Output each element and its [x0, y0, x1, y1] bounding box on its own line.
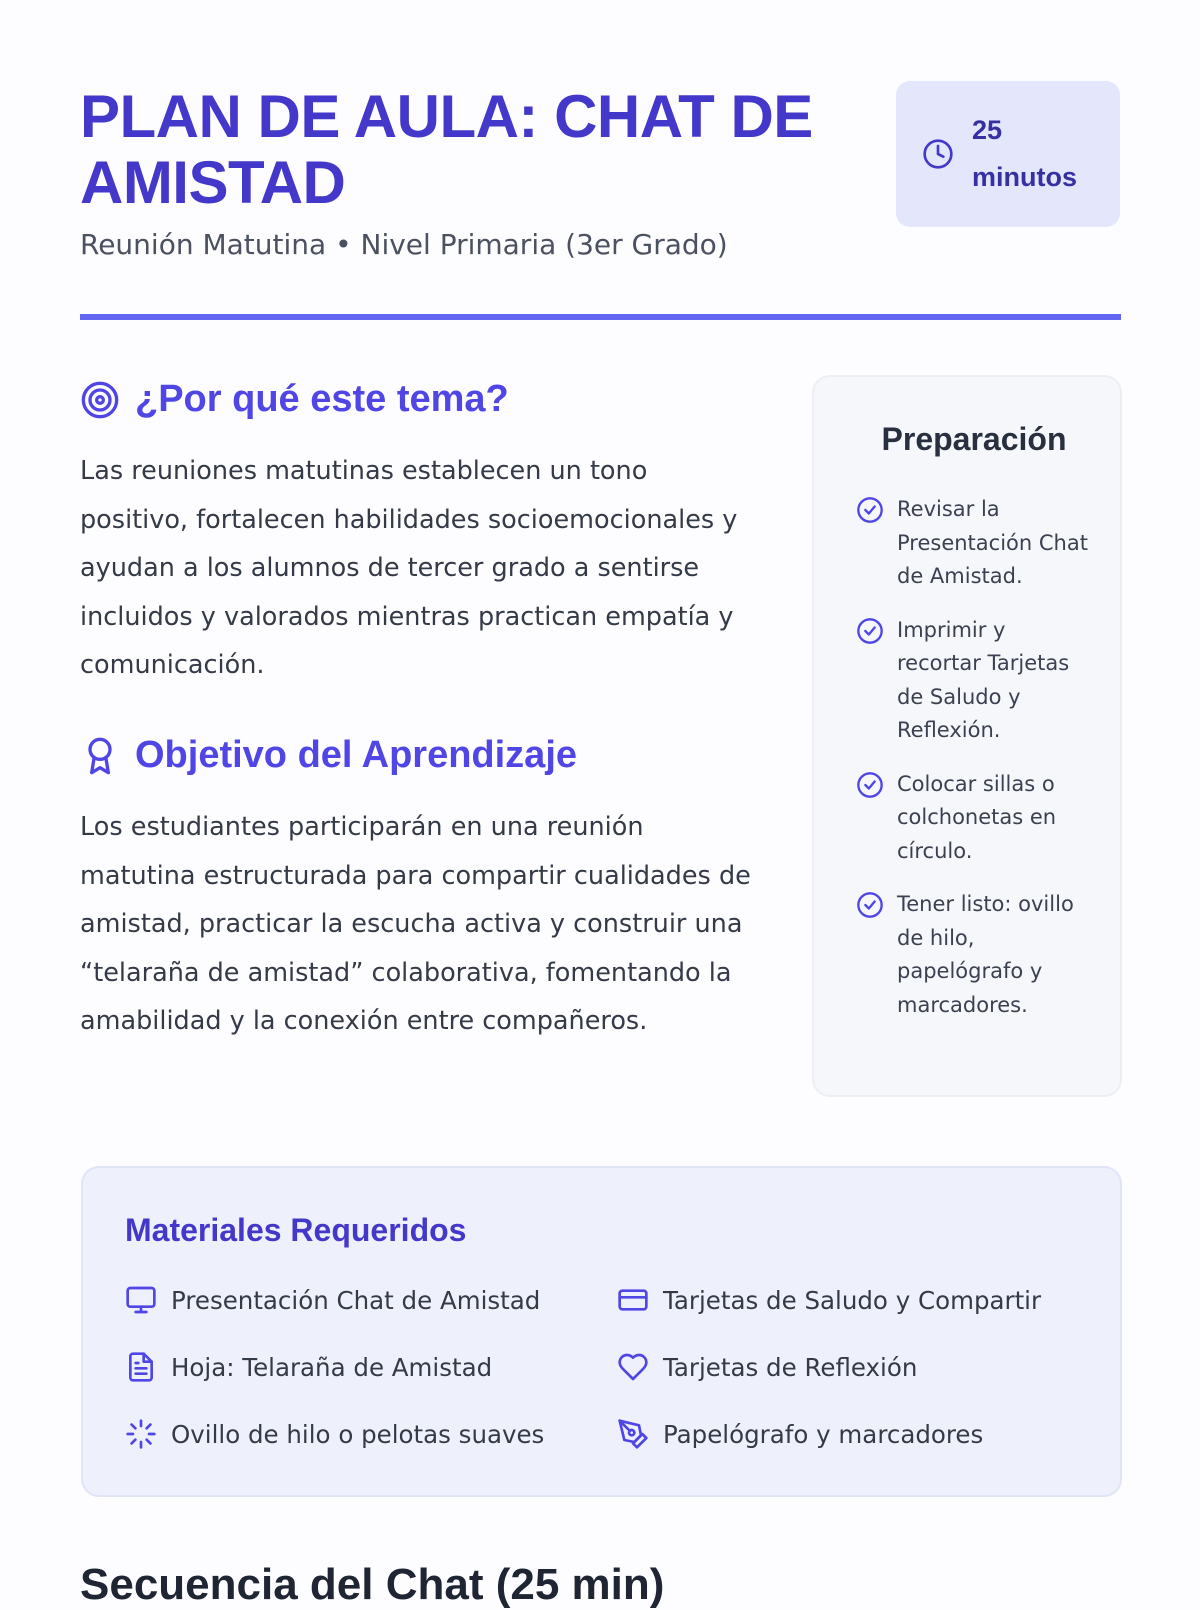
- preparation-item: [856, 768, 1096, 869]
- document-icon: [125, 1351, 157, 1383]
- materials-title: Materiales Requeridos: [125, 1212, 467, 1248]
- sequence-title: Secuencia del Chat (25 min): [80, 1560, 665, 1609]
- objective-heading: [80, 734, 577, 777]
- material-label: Tarjetas de Reflexión: [663, 1352, 918, 1382]
- material-label: Presentación Chat de Amistad: [171, 1285, 541, 1315]
- preparation-list: [856, 493, 1096, 1042]
- preparation-item-text: Tener listo: ovillo de hilo, papelógrafo y marcadores.: [897, 892, 1074, 1017]
- preparation-item-text: Colocar sillas o colchonetas en círculo.: [897, 771, 1057, 863]
- why-heading: [80, 378, 509, 421]
- loader-icon: [125, 1418, 157, 1450]
- page-subtitle: Reunión Matutina • Nivel Primaria (3er Grado): [80, 228, 728, 261]
- preparation-item: [856, 614, 1096, 748]
- check-circle-icon: [856, 771, 884, 799]
- material-label: Tarjetas de Saludo y Compartir: [663, 1285, 1042, 1315]
- why-heading-text: ¿Por qué este tema?: [135, 378, 509, 420]
- objective-text: Los estudiantes participarán en una reunión matutina estructurada para compartir cualidades de amistad, practicar la escucha activa y construir una “telaraña de amistad” colaborativa, fomentando la amabilidad y la conexión entre compañeros.: [80, 812, 751, 1036]
- preparation-title: Preparación: [881, 421, 1067, 457]
- material-label: Hoja: Telaraña de Amistad: [171, 1352, 493, 1382]
- preparation-card: [812, 375, 1122, 1097]
- duration-label: 25 minutos: [972, 115, 1077, 192]
- preparation-item-text: Revisar la Presentación Chat de Amistad.: [897, 497, 1088, 588]
- clock-icon: [922, 138, 954, 170]
- target-icon: [80, 380, 120, 420]
- material-label: Ovillo de hilo o pelotas suaves: [171, 1419, 545, 1449]
- monitor-icon: [125, 1284, 157, 1316]
- preparation-item: [856, 493, 1096, 594]
- material-item: [125, 1280, 540, 1320]
- objective-heading-text: Objetivo del Aprendizaje: [135, 734, 578, 776]
- duration-badge: [896, 81, 1120, 227]
- check-circle-icon: [856, 891, 884, 919]
- page-title: PLAN DE AULA: CHAT DE AMISTAD: [80, 83, 813, 216]
- check-circle-icon: [856, 617, 884, 645]
- heart-icon: [617, 1351, 649, 1383]
- pen-icon: [617, 1418, 649, 1450]
- material-item: [617, 1414, 983, 1454]
- material-item: [617, 1280, 1041, 1320]
- check-circle-icon: [856, 496, 884, 524]
- why-text: Las reuniones matutinas establecen un tono positivo, fortalecen habilidades socioemocionales y ayudan a los alumnos de tercer grado a sentirse incluidos y valorados mientras practican empatía y comunicación.: [80, 456, 738, 680]
- material-item: [617, 1347, 917, 1387]
- material-item: [125, 1414, 544, 1454]
- preparation-item-text: Imprimir y recortar Tarjetas de Saludo y Reflexión.: [897, 617, 1070, 742]
- award-icon: [80, 736, 120, 776]
- material-item: [125, 1347, 492, 1387]
- preparation-item: [856, 888, 1096, 1022]
- card-icon: [617, 1284, 649, 1316]
- material-label: Papelógrafo y marcadores: [663, 1419, 984, 1449]
- header-divider: [80, 314, 1121, 320]
- materials-panel: [81, 1166, 1122, 1497]
